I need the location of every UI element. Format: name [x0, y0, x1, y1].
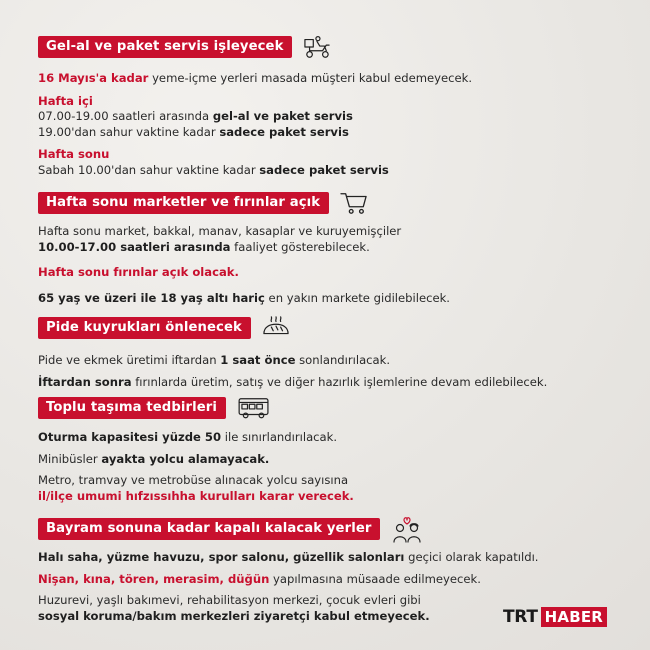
logo-haber: HABER	[541, 607, 607, 627]
bread-icon	[261, 315, 291, 341]
info-line: 16 Mayıs'a kadar yeme-içme yerleri masada müşteri kabul edemeyecek.	[38, 71, 473, 85]
info-line: İftardan sonra fırınlarda üretim, satış ve diğer hazırlık işlemlerine devam edilebilecek.	[38, 374, 548, 389]
info-line: 07.00-19.00 saatleri arasında gel-al ve paket servis	[38, 109, 353, 123]
section-title: Toplu taşıma tedbirleri	[38, 397, 226, 419]
shopping-cart-icon	[339, 190, 369, 216]
info-line: Sabah 10.00'dan sahur vaktine kadar sadece paket servis	[38, 162, 389, 177]
section-title: Gel-al ve paket servis işleyecek	[38, 36, 292, 58]
info-line: Huzurevi, yaşlı bakımevi, rehabilitasyon merkezi, çocuk evleri gibi	[38, 593, 421, 607]
section-title: Pide kuyrukları önlenecek	[38, 317, 251, 339]
info-line: Halı saha, yüzme havuzu, spor salonu, güzellik salonları geçici olarak kapatıldı.	[38, 550, 539, 564]
info-line: Pide ve ekmek üretimi iftardan 1 saat önce sonlandırılacak.	[38, 353, 391, 367]
subheading-weekday: Hafta içi	[38, 93, 93, 108]
section-markets	[38, 190, 628, 306]
info-line: Hafta sonu market, bakkal, manav, kasaplar ve kuruyemişçiler	[38, 224, 402, 238]
delivery-scooter-icon	[302, 34, 332, 60]
info-line: 65 yaş ve üzeri ile 18 yaş altı hariç en yakın markete gidilebilecek.	[38, 290, 450, 305]
info-line: Minibüsler ayakta yolcu alamayacak.	[38, 451, 270, 466]
info-line: Nişan, kına, tören, merasim, düğün yapılmasına müsaade edilmeyecek.	[38, 571, 481, 586]
section-title: Hafta sonu marketler ve fırınlar açık	[38, 192, 329, 214]
info-line: sosyal koruma/bakım merkezleri ziyaretçi kabul etmeyecek.	[38, 608, 430, 623]
bus-icon	[236, 395, 272, 421]
info-line: Oturma kapasitesi yüzde 50 ile sınırlandırılacak.	[38, 430, 338, 444]
section-bakeries	[38, 315, 628, 390]
trt-haber-logo	[503, 607, 607, 627]
subheading-weekend: Hafta sonu	[38, 147, 110, 161]
info-line: 10.00-17.00 saatleri arasında faaliyet gösterebilecek.	[38, 239, 370, 254]
section-takeaway	[38, 34, 628, 178]
section-title: Bayram sonuna kadar kapalı kalacak yerler	[38, 518, 380, 540]
logo-trt: TRT	[503, 607, 538, 627]
info-line-highlight: il/ilçe umumi hıfzıssıhha kurulları karar verecek.	[38, 488, 354, 503]
info-line-highlight: Hafta sonu fırınlar açık olacak.	[38, 265, 239, 279]
couple-hearts-icon	[390, 514, 424, 544]
info-line: 19.00'dan sahur vaktine kadar sadece paket servis	[38, 124, 349, 139]
section-transport	[38, 395, 628, 504]
info-line: Metro, tramvay ve metrobüse alınacak yolcu sayısına	[38, 473, 349, 487]
